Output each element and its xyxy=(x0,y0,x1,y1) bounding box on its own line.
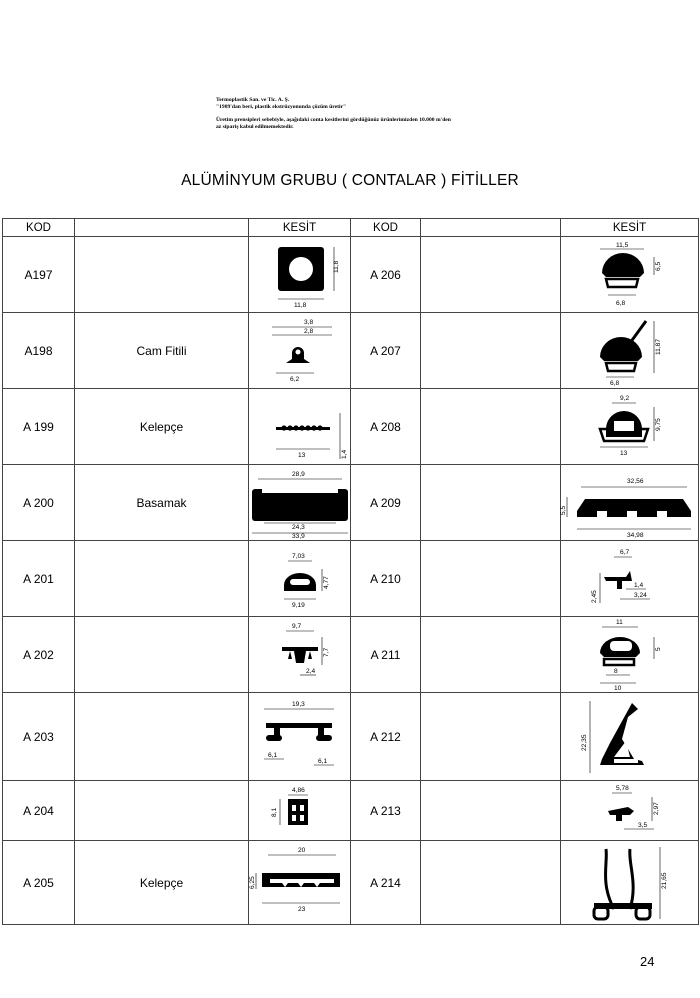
svg-text:11,8: 11,8 xyxy=(332,260,340,273)
svg-text:2,4: 2,4 xyxy=(305,667,315,675)
svg-text:6,25: 6,25 xyxy=(248,875,256,889)
product-code: A 205 xyxy=(3,841,75,925)
product-name: Basamak xyxy=(75,465,249,541)
profile-a204-drawing xyxy=(250,783,350,839)
svg-text:11,8: 11,8 xyxy=(293,301,306,309)
table-row xyxy=(3,693,699,781)
product-code: A 199 xyxy=(3,389,75,465)
product-code: A 213 xyxy=(351,781,421,841)
profile-a213-drawing xyxy=(570,783,690,839)
profile-a212-drawing xyxy=(570,695,690,779)
product-name: Kelepçe xyxy=(75,389,249,465)
profile-a198-drawing xyxy=(250,315,350,387)
profile-a201-drawing xyxy=(250,543,350,615)
order-note: Üretim prensipleri sebebiyle, aşağıdaki conta kesitlerini gördüğünüz ürünlerimizden 10.000 m'den xyxy=(216,117,451,123)
svg-text:3,5: 3,5 xyxy=(637,821,647,829)
svg-text:9,75: 9,75 xyxy=(654,417,662,431)
svg-text:23: 23 xyxy=(297,905,305,913)
svg-text:1,4: 1,4 xyxy=(633,581,643,589)
header-kesit: KESİT xyxy=(561,219,699,237)
svg-text:6,1: 6,1 xyxy=(267,751,277,759)
svg-text:8,1: 8,1 xyxy=(270,807,278,817)
svg-text:6,8: 6,8 xyxy=(609,379,619,387)
svg-text:28,9: 28,9 xyxy=(291,470,305,478)
svg-text:24,3: 24,3 xyxy=(291,523,305,531)
svg-text:7,7: 7,7 xyxy=(322,647,330,657)
svg-text:5,78: 5,78 xyxy=(615,784,629,792)
svg-text:5,5: 5,5 xyxy=(559,505,567,515)
svg-text:9,19: 9,19 xyxy=(291,601,305,609)
svg-text:6,2: 6,2 xyxy=(289,375,299,383)
company-info xyxy=(216,97,516,131)
profile-a209-drawing xyxy=(559,467,697,539)
company-slogan: "1989'dan beri, plastik ekstrüzyonunda çözüm üretir" xyxy=(216,104,347,110)
profile-a199-drawing xyxy=(250,391,350,463)
profile-a210-drawing xyxy=(570,543,690,615)
product-code: A 214 xyxy=(351,841,421,925)
profile-a211-drawing xyxy=(570,619,690,691)
product-name xyxy=(75,237,249,313)
header-kesit: KESİT xyxy=(249,219,351,237)
svg-text:2,97: 2,97 xyxy=(652,801,660,815)
svg-text:6,7: 6,7 xyxy=(619,548,629,556)
svg-text:11,87: 11,87 xyxy=(654,338,662,355)
profile-a214-drawing xyxy=(570,843,690,923)
product-code: A 209 xyxy=(351,465,421,541)
page-number: 24 xyxy=(640,954,655,969)
svg-text:9,7: 9,7 xyxy=(291,622,301,630)
product-code: A 211 xyxy=(351,617,421,693)
header-row xyxy=(3,219,699,237)
product-name xyxy=(75,617,249,693)
table-row xyxy=(3,313,699,389)
svg-text:3,24: 3,24 xyxy=(633,591,647,599)
svg-text:8: 8 xyxy=(613,667,618,675)
table-row xyxy=(3,389,699,465)
product-code: A 204 xyxy=(3,781,75,841)
table-row xyxy=(3,617,699,693)
svg-text:9,2: 9,2 xyxy=(619,394,629,402)
product-name xyxy=(75,693,249,781)
svg-text:11: 11 xyxy=(615,618,623,626)
product-name xyxy=(75,541,249,617)
profile-a197-drawing xyxy=(250,239,350,311)
svg-text:19,3: 19,3 xyxy=(291,700,305,708)
product-code: A 207 xyxy=(351,313,421,389)
svg-text:13: 13 xyxy=(297,451,305,459)
product-code: A 210 xyxy=(351,541,421,617)
profile-a207-drawing xyxy=(570,315,690,387)
svg-text:6,5: 6,5 xyxy=(654,261,662,271)
product-name: Cam Fitili xyxy=(75,313,249,389)
svg-text:2,45: 2,45 xyxy=(590,589,598,603)
page-title: ALÜMİNYUM GRUBU ( CONTALAR ) FİTİLLER xyxy=(181,172,519,189)
svg-text:1,4: 1,4 xyxy=(340,449,348,459)
svg-text:5: 5 xyxy=(654,646,662,651)
svg-text:13: 13 xyxy=(619,449,627,457)
product-code: A198 xyxy=(3,313,75,389)
product-name xyxy=(75,781,249,841)
svg-text:10: 10 xyxy=(613,684,621,692)
svg-text:34,98: 34,98 xyxy=(626,531,644,539)
product-code: A 203 xyxy=(3,693,75,781)
product-code: A197 xyxy=(3,237,75,313)
svg-text:11,5: 11,5 xyxy=(615,241,628,249)
table-row xyxy=(3,541,699,617)
profile-a206-drawing xyxy=(570,239,690,311)
svg-text:33,9: 33,9 xyxy=(291,532,305,540)
svg-text:4,77: 4,77 xyxy=(322,575,330,589)
svg-text:2,8: 2,8 xyxy=(303,327,313,335)
svg-text:32,56: 32,56 xyxy=(626,477,644,485)
profile-a208-drawing xyxy=(570,391,690,463)
table-row xyxy=(3,841,699,925)
svg-text:3,8: 3,8 xyxy=(303,318,313,326)
table-row xyxy=(3,781,699,841)
product-code: A 201 xyxy=(3,541,75,617)
svg-text:7,03: 7,03 xyxy=(291,552,305,560)
svg-text:6,8: 6,8 xyxy=(615,299,625,307)
product-code: A 200 xyxy=(3,465,75,541)
profile-a203-drawing xyxy=(250,695,350,779)
table-row xyxy=(3,465,699,541)
product-code: A 212 xyxy=(351,693,421,781)
svg-text:4,86: 4,86 xyxy=(291,786,305,794)
table-row xyxy=(3,237,699,313)
order-note-cont: az sipariş kabul edilmemektedir. xyxy=(216,124,294,130)
product-code: A 208 xyxy=(351,389,421,465)
product-name: Kelepçe xyxy=(75,841,249,925)
profile-catalog-table xyxy=(2,218,699,925)
svg-text:21,65: 21,65 xyxy=(660,871,668,889)
product-code: A 202 xyxy=(3,617,75,693)
company-name: Termoplastik San. ve Tic. A. Ş. xyxy=(216,97,290,103)
header-kod: KOD xyxy=(351,219,421,237)
profile-a200-drawing xyxy=(250,467,350,539)
svg-text:6,1: 6,1 xyxy=(317,757,327,765)
product-code: A 206 xyxy=(351,237,421,313)
profile-a202-drawing xyxy=(250,619,350,691)
profile-a205-drawing xyxy=(250,843,350,923)
header-kod: KOD xyxy=(3,219,75,237)
svg-text:20: 20 xyxy=(297,846,305,854)
svg-text:22,35: 22,35 xyxy=(580,733,588,751)
